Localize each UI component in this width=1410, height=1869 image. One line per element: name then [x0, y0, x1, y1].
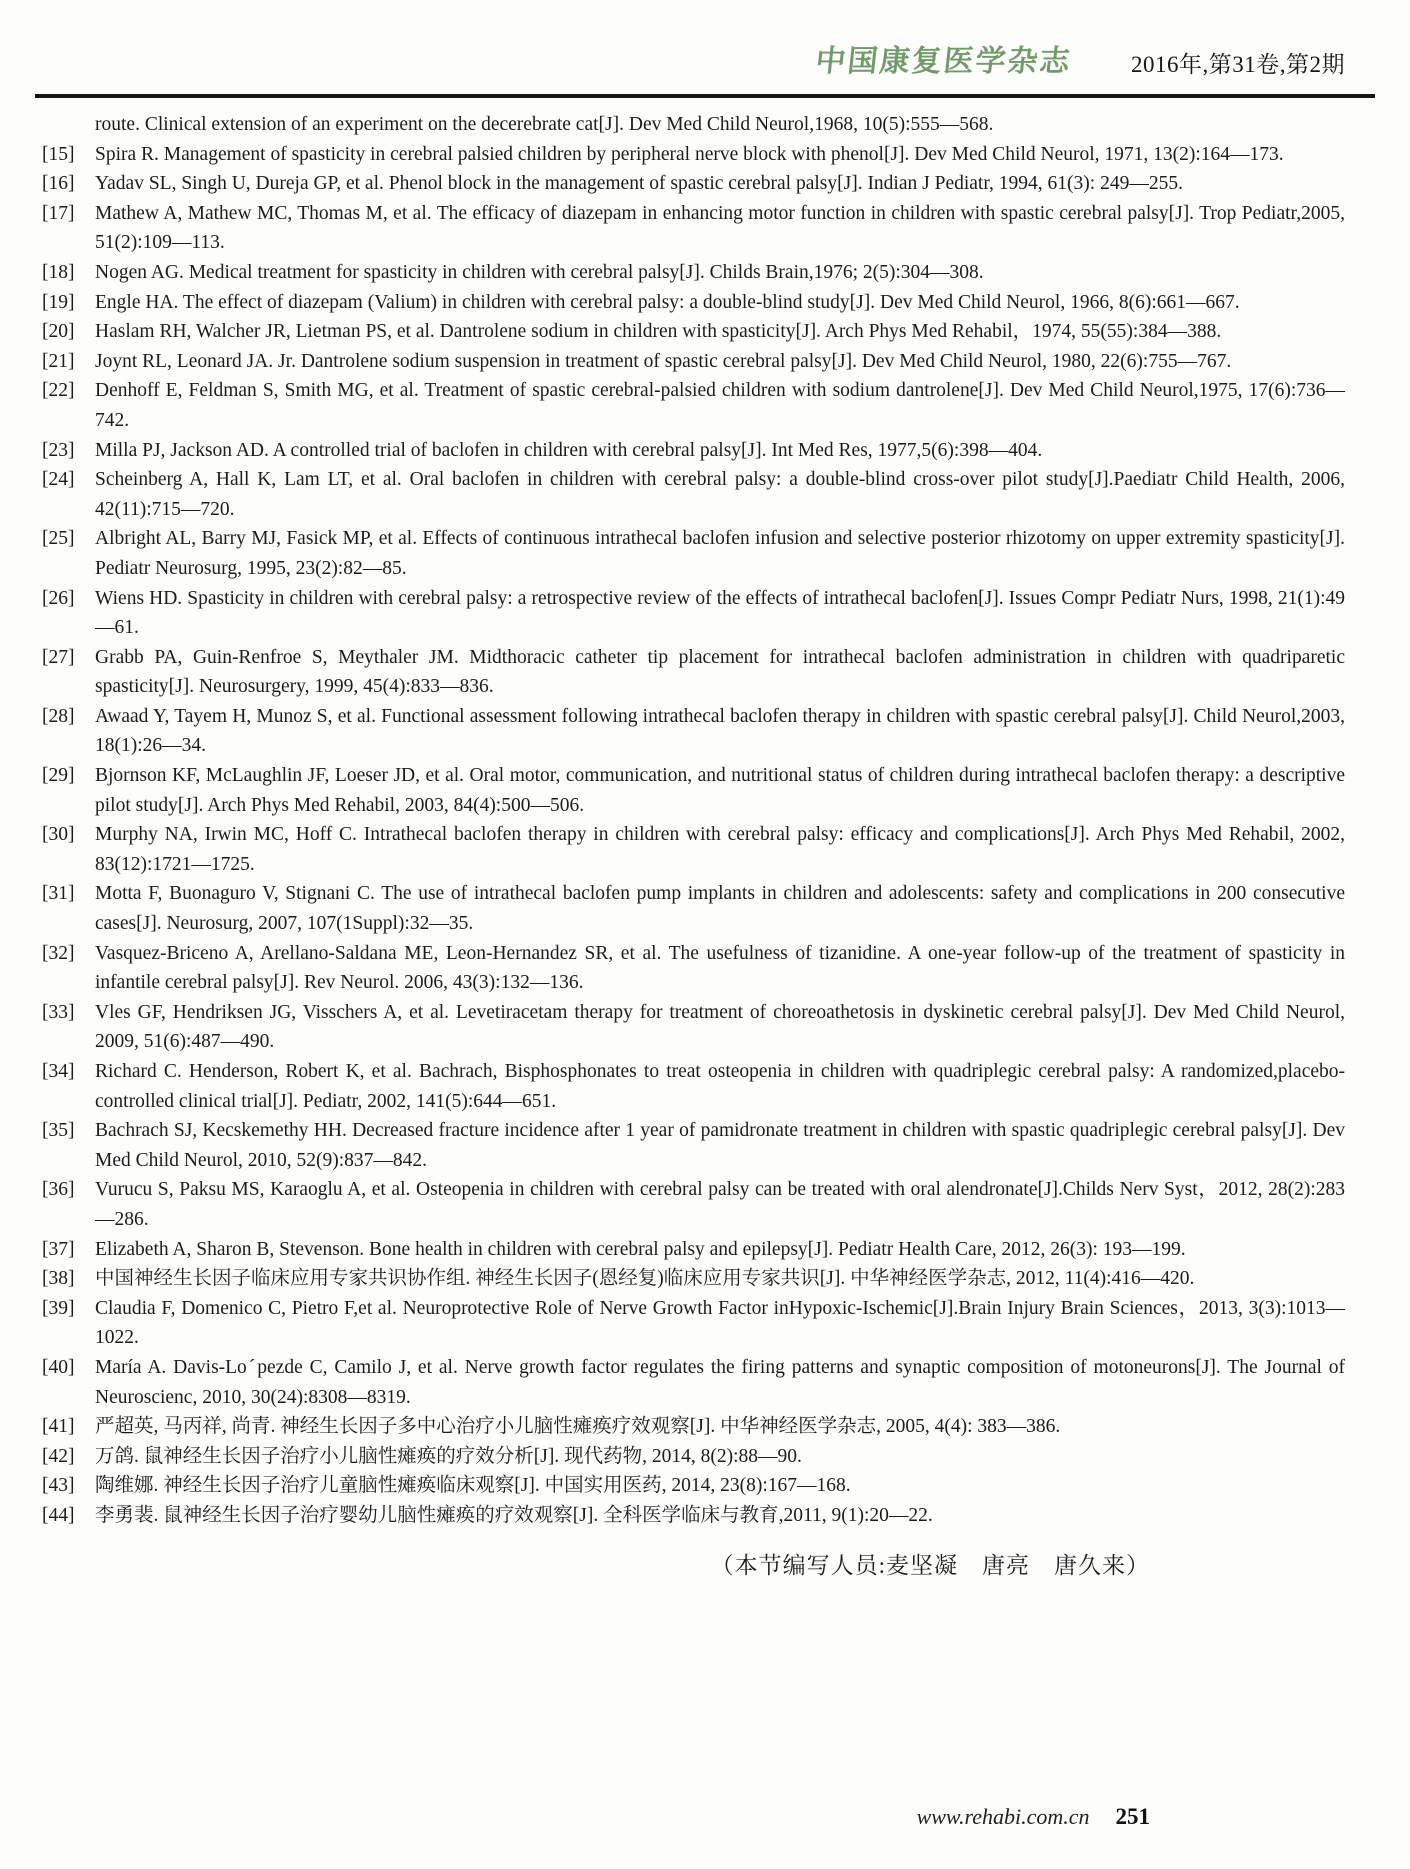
reference-text: Nogen AG. Medical treatment for spasticity in children with cerebral palsy[J]. Childs Brain,1976; 2(5):304—308. — [95, 261, 984, 283]
reference-item — [42, 1175, 1345, 1234]
reference-text: Scheinberg A, Hall K, Lam LT, et al. Oral baclofen in children with cerebral palsy: a double-blind cross-over pilot study[J].Paediatr Child Health, 2006, 42(11):715—720. — [95, 469, 1345, 520]
reference-number: [19] — [42, 291, 75, 313]
reference-number: [33] — [42, 1001, 75, 1023]
reference-text: Haslam RH, Walcher JR, Lietman PS, et al. Dantrolene sodium in children with spasticity[J]. Arch Phys Med Rehabil，1974, 55(55):384—388. — [95, 321, 1222, 343]
reference-number: [36] — [42, 1179, 75, 1201]
header-divider — [35, 94, 1375, 98]
reference-text: Motta F, Buonaguro V, Stignani C. The use of intrathecal baclofen pump implants in children and adolescents: safety and complications in 200 consecutive cases[J]. Neurosurg, 2007, 107(1Suppl):32—35. — [95, 883, 1345, 935]
reference-item — [42, 140, 1345, 170]
reference-item — [42, 939, 1345, 998]
reference-number: [34] — [42, 1061, 75, 1082]
reference-item — [42, 110, 1345, 140]
reference-number: [28] — [42, 705, 75, 727]
reference-number: [40] — [42, 1356, 75, 1378]
reference-list — [42, 110, 1345, 1531]
reference-text: 中国神经生长因子临床应用专家共识协作组. 神经生长因子(恩经复)临床应用专家共识[J]. 中华神经医学杂志, 2012, 11(4):416—420. — [95, 1268, 1195, 1290]
reference-number: [30] — [42, 824, 75, 846]
reference-item — [42, 347, 1345, 377]
reference-number: [20] — [42, 321, 75, 343]
reference-item — [42, 1501, 1345, 1531]
reference-item — [42, 465, 1345, 524]
reference-text: 严超英, 马丙祥, 尚青. 神经生长因子多中心治疗小儿脑性瘫痪疗效观察[J]. 中华神经医学杂志, 2005, 4(4): 383—386. — [95, 1416, 1061, 1438]
reference-number: [37] — [42, 1238, 75, 1260]
page-footer — [917, 1804, 1150, 1830]
reference-number: [17] — [42, 202, 75, 224]
reference-text: Spira R. Management of spasticity in cerebral palsied children by peripheral nerve block with phenol[J]. Dev Med Child Neurol, 1971, 13(2):164—173. — [95, 143, 1284, 165]
reference-number: [15] — [42, 143, 75, 165]
reference-item — [42, 317, 1345, 347]
reference-item — [42, 761, 1345, 820]
page-header — [0, 0, 1410, 100]
reference-item — [42, 199, 1345, 258]
page-number: 251 — [1115, 1804, 1150, 1829]
reference-item — [42, 702, 1345, 761]
reference-text: Vasquez-Briceno A, Arellano-Saldana ME, Leon-Hernandez SR, et al. The usefulness of tizanidine. A one-year follow-up of the treatment of spasticity in infantile cerebral palsy[J]. Rev Neurol. 2006, 43(3):132—136. — [95, 942, 1345, 994]
reference-item — [42, 820, 1345, 879]
journal-website: www.rehabi.com.cn — [916, 1804, 1090, 1829]
reference-number: [27] — [42, 646, 75, 668]
reference-text: Grabb PA, Guin-Renfroe S, Meythaler JM. Midthoracic catheter tip placement for intrathecal baclofen administration in children with quadriparetic spasticity[J]. Neurosurgery, 1999, 45(4):833—836. — [95, 646, 1345, 698]
reference-item — [42, 169, 1345, 199]
reference-number: [24] — [42, 469, 75, 491]
reference-text: Denhoff E, Feldman S, Smith MG, et al. Treatment of spastic cerebral-palsied children with sodium dantrolene[J]. Dev Med Child Neurol,1975, 17(6):736—742. — [95, 380, 1345, 431]
reference-item — [42, 1353, 1345, 1412]
reference-item — [42, 1116, 1345, 1175]
reference-item — [42, 1235, 1345, 1265]
reference-item — [42, 376, 1345, 435]
reference-item — [42, 584, 1345, 643]
reference-item — [42, 998, 1345, 1057]
reference-item — [42, 1057, 1345, 1116]
reference-item — [42, 436, 1345, 466]
reference-number: [21] — [42, 350, 75, 372]
reference-text: Bjornson KF, McLaughlin JF, Loeser JD, et al. Oral motor, communication, and nutritional status of children during intrathecal baclofen therapy: a descriptive pilot study[J]. Arch Phys Med Rehabil, 2003, 84(4):500—506. — [95, 765, 1345, 816]
reference-number: [31] — [42, 883, 75, 905]
issue-info: 2016年,第31卷,第2期 — [1131, 52, 1345, 77]
reference-item — [42, 524, 1345, 583]
reference-number: [29] — [42, 765, 75, 787]
reference-text: Richard C. Henderson, Robert K, et al. Bachrach, Bisphosphonates to treat osteopenia in children with quadriplegic cerebral palsy: A randomized,placebo-controlled clinical trial[J]. Pediatr, 2002, 141(5):644—651. — [95, 1061, 1345, 1112]
reference-text: 陶维娜. 神经生长因子治疗儿童脑性瘫痪临床观察[J]. 中国实用医药, 2014, 23(8):167—168. — [95, 1475, 851, 1497]
reference-text: Awaad Y, Tayem H, Munoz S, et al. Functional assessment following intrathecal baclofen therapy in children with spastic cerebral palsy[J]. Child Neurol,2003, 18(1):26—34. — [95, 705, 1345, 757]
reference-number: [16] — [42, 173, 75, 195]
reference-text: Albright AL, Barry MJ, Fasick MP, et al. Effects of continuous intrathecal baclofen infusion and selective posterior rhizotomy on upper extremity spasticity[J]. Pediatr Neurosurg, 1995, 23(2):82—85. — [95, 528, 1345, 579]
reference-text: Engle HA. The effect of diazepam (Valium) in children with cerebral palsy: a double-blind study[J]. Dev Med Child Neurol, 1966, 8(6):661—667. — [95, 291, 1240, 313]
reference-text: Joynt RL, Leonard JA. Jr. Dantrolene sodium suspension in treatment of spastic cerebral palsy[J]. Dev Med Child Neurol, 1980, 22(6):755—767. — [95, 350, 1232, 372]
reference-number: [39] — [42, 1297, 75, 1319]
reference-text: Claudia F, Domenico C, Pietro F,et al. Neuroprotective Role of Nerve Growth Factor inHypoxic-Ischemic[J].Brain Injury Brain Sciences，2013, 3(3):1013—1022. — [95, 1297, 1345, 1349]
reference-number: [22] — [42, 380, 75, 402]
reference-text: Milla PJ, Jackson AD. A controlled trial of baclofen in children with cerebral palsy[J]. Int Med Res, 1977,5(6):398—404. — [95, 439, 1043, 461]
reference-text: Vurucu S, Paksu MS, Karaoglu A, et al. Osteopenia in children with cerebral palsy can be treated with oral alendronate[J].Childs Nerv Syst，2012, 28(2):283—286. — [95, 1179, 1345, 1230]
reference-number: [23] — [42, 439, 75, 461]
editors-note: （本节编写人员:麦坚凝 唐亮 唐久来） — [710, 1552, 1150, 1578]
reference-number: [41] — [42, 1416, 75, 1438]
reference-text: María A. Davis-Loˊpezde C, Camilo J, et al. Nerve growth factor regulates the firing patterns and synaptic composition of motoneurons[J]. The Journal of Neuroscienc, 2010, 30(24):8308—8319. — [95, 1356, 1345, 1408]
reference-number: [18] — [42, 261, 75, 283]
reference-text: Elizabeth A, Sharon B, Stevenson. Bone health in children with cerebral palsy and epilepsy[J]. Pediatr Health Care, 2012, 26(3): 193—199. — [95, 1238, 1186, 1260]
reference-number: [32] — [42, 942, 75, 964]
reference-item — [42, 1471, 1345, 1501]
reference-item — [42, 1264, 1345, 1294]
reference-item — [42, 1442, 1345, 1472]
reference-text: route. Clinical extension of an experiment on the decerebrate cat[J]. Dev Med Child Neurol,1968, 10(5):555—568. — [95, 114, 994, 135]
reference-text: Bachrach SJ, Kecskemethy HH. Decreased fracture incidence after 1 year of pamidronate treatment in children with spastic quadriplegic cerebral palsy[J]. Dev Med Child Neurol, 2010, 52(9):837—842. — [95, 1120, 1345, 1171]
reference-text: Mathew A, Mathew MC, Thomas M, et al. The efficacy of diazepam in enhancing motor function in children with spastic cerebral palsy[J]. Trop Pediatr,2005, 51(2):109—113. — [95, 202, 1345, 254]
reference-text: Vles GF, Hendriksen JG, Visschers A, et al. Levetiracetam therapy for treatment of choreoathetosis in dyskinetic cerebral palsy[J]. Dev Med Child Neurol, 2009, 51(6):487—490. — [95, 1001, 1345, 1053]
reference-item — [42, 258, 1345, 288]
reference-number: [38] — [42, 1268, 75, 1290]
reference-number: [43] — [42, 1475, 75, 1497]
reference-item — [42, 1294, 1345, 1353]
reference-number: [35] — [42, 1120, 75, 1142]
reference-item — [42, 879, 1345, 938]
reference-text: Wiens HD. Spasticity in children with cerebral palsy: a retrospective review of the effects of intrathecal baclofen[J]. Issues Compr Pediatr Nurs, 1998, 21(1):49—61. — [95, 587, 1345, 639]
reference-number: [25] — [42, 528, 75, 550]
reference-item — [42, 288, 1345, 318]
reference-number: [26] — [42, 587, 75, 609]
reference-text: Murphy NA, Irwin MC, Hoff C. Intrathecal baclofen therapy in children with cerebral palsy: efficacy and complications[J]. Arch Phys Med Rehabil, 2002, 83(12):1721—1725. — [95, 824, 1345, 875]
journal-logo: 中国康复医学杂志 — [813, 45, 1074, 78]
reference-item — [42, 1412, 1345, 1442]
reference-item — [42, 643, 1345, 702]
reference-number: [42] — [42, 1445, 75, 1467]
reference-text: 李勇裴. 鼠神经生长因子治疗婴幼儿脑性瘫痪的疗效观察[J]. 全科医学临床与教育,2011, 9(1):20—22. — [95, 1504, 933, 1526]
reference-number: [44] — [42, 1504, 75, 1526]
reference-text: Yadav SL, Singh U, Dureja GP, et al. Phenol block in the management of spastic cerebral palsy[J]. Indian J Pediatr, 1994, 61(3): 249—255. — [95, 173, 1183, 195]
reference-text: 万鸽. 鼠神经生长因子治疗小儿脑性瘫痪的疗效分析[J]. 现代药物, 2014, 8(2):88—90. — [95, 1445, 802, 1467]
